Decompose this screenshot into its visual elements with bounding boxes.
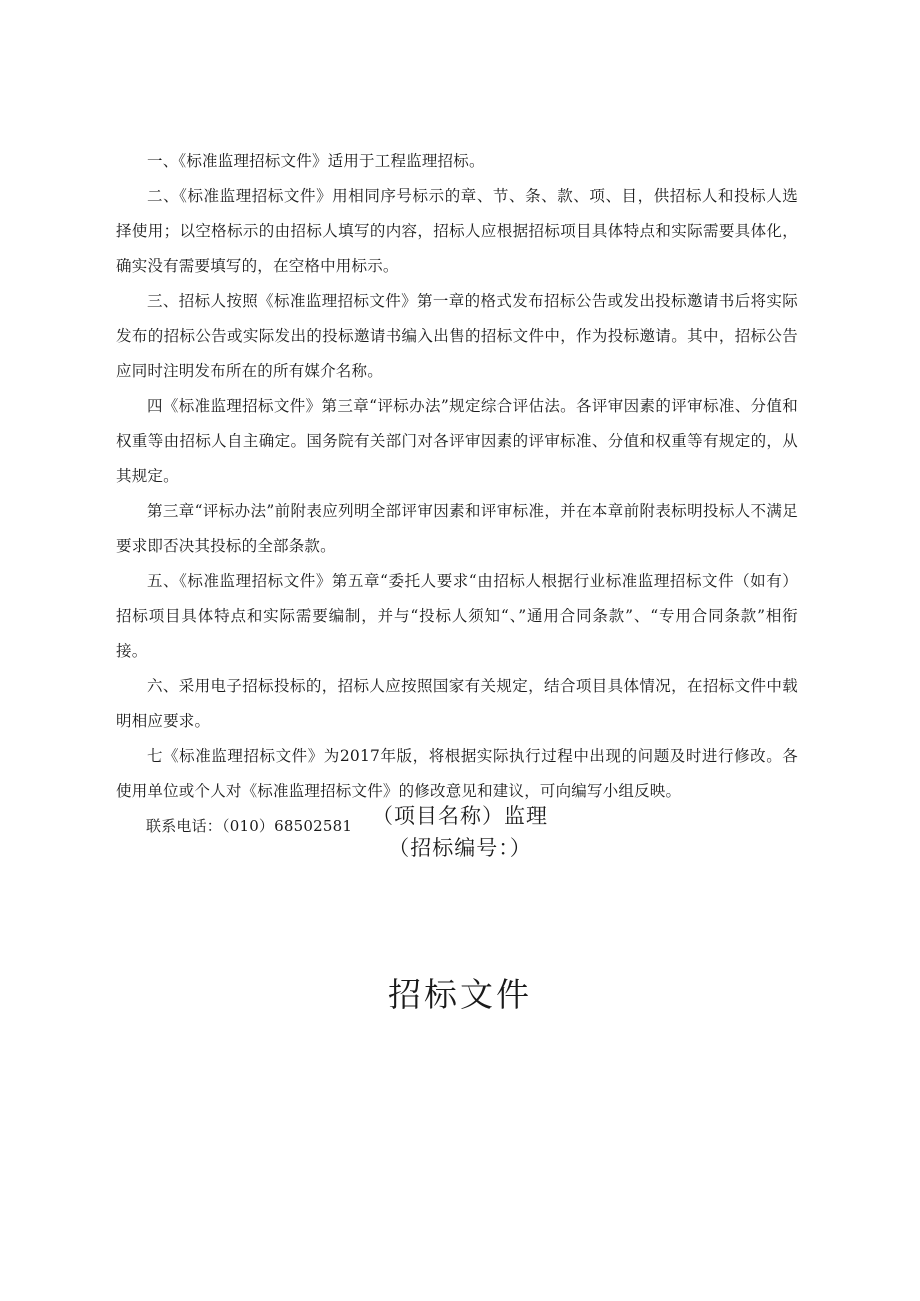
note-paragraph-3: 三、招标人按照《标准监理招标文件》第一章的格式发布招标公告或发出投标邀请书后将实际发布的招标公告或实际发出的投标邀请书编入出售的招标文件中，作为投标邀请。其中，招标公告应同时注明发布所在的所有媒介名称。	[116, 292, 798, 380]
usage-notes	[116, 144, 798, 844]
document-title: 招标文件	[388, 975, 532, 1014]
contact-phone: 联系电话：（010）68502581	[146, 817, 353, 835]
note-paragraph-6: 五、《标准监理招标文件》第五章“委托人要求“由招标人根据行业标准监理招标文件（如有）招标项目具体特点和实际需要编制，并与“投标人须知“、”通用合同条款”、“专用合同条款”相衔接。	[116, 572, 798, 660]
note-paragraph-8: 七《标准监理招标文件》为2017年版，将根据实际执行过程中出现的问题及时进行修改。各使用单位或个人对《标准监理招标文件》的修改意见和建议，可向编写小组反映。	[116, 747, 798, 800]
note-paragraph-4: 四《标准监理招标文件》第三章“评标办法”规定综合评估法。各评审因素的评审标准、分值和权重等由招标人自主确定。国务院有关部门对各评审因素的评审标准、分值和权重等有规定的，从其规定。	[116, 397, 798, 485]
note-paragraph-2: 二、《标准监理招标文件》用相同序号标示的章、节、条、款、项、目，供招标人和投标人选择使用；以空格标示的由招标人填写的内容，招标人应根据招标项目具体特点和实际需要具体化，确实没有需要填写的，在空格中用标示。	[116, 187, 798, 275]
project-name-heading: （项目名称）监理	[372, 804, 548, 828]
bid-number-heading: （招标编号：）	[388, 836, 532, 860]
note-paragraph-5: 第三章“评标办法”前附表应列明全部评审因素和评审标准，并在本章前附表标明投标人不满足要求即否决其投标的全部条款。	[116, 502, 798, 555]
note-paragraph-7: 六、采用电子招标投标的，招标人应按照国家有关规定，结合项目具体情况，在招标文件中载明相应要求。	[116, 677, 798, 730]
note-paragraph-1: 一、《标准监理招标文件》适用于工程监理招标。	[147, 152, 485, 170]
